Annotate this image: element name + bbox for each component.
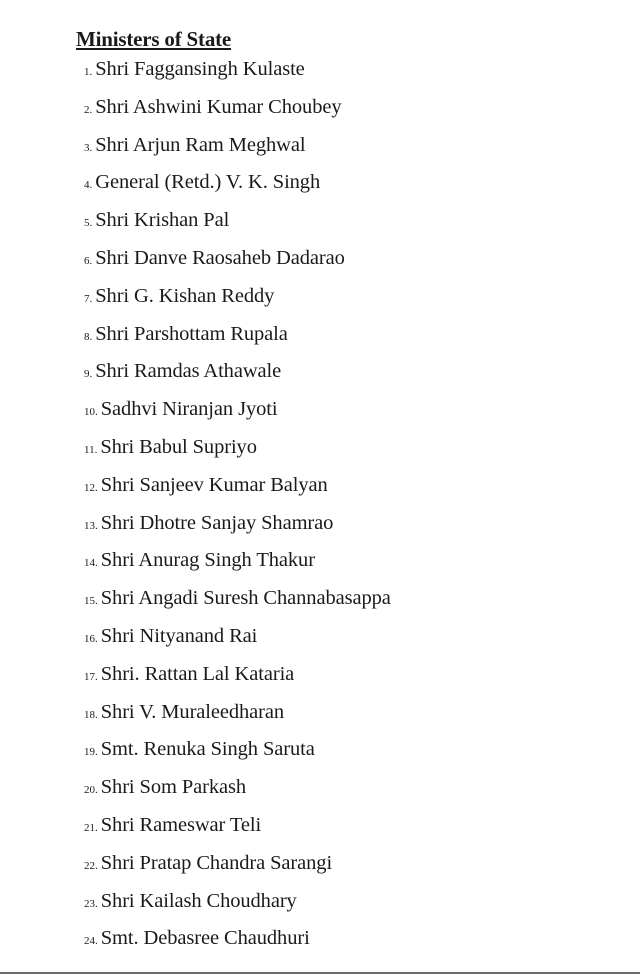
item-number: 4. — [84, 179, 93, 192]
item-number: 21. — [84, 822, 98, 834]
list-item — [84, 360, 281, 390]
minister-name: Shri G. Kishan Reddy — [95, 284, 275, 307]
minister-name: Shri Babul Supriyo — [100, 436, 257, 458]
list-item — [84, 625, 257, 655]
item-number: 24. — [84, 935, 98, 948]
list-item — [84, 134, 305, 164]
item-number: 15. — [84, 595, 98, 608]
list-item — [84, 927, 310, 957]
list-item — [84, 512, 333, 542]
item-number: 5. — [84, 217, 93, 230]
minister-name: Shri Krishan Pal — [95, 209, 230, 232]
item-number: 2. — [84, 103, 93, 116]
item-number: 11. — [84, 444, 98, 456]
minister-name: General (Retd.) V. K. Singh — [95, 171, 321, 194]
list-item — [84, 171, 320, 201]
item-number: 23. — [84, 897, 98, 910]
minister-name: Shri Ashwini Kumar Choubey — [95, 95, 342, 118]
list-item — [84, 323, 288, 353]
minister-name: Shri Dhotre Sanjay Shamrao — [100, 511, 334, 534]
list-item — [84, 436, 257, 466]
item-number: 22. — [84, 859, 98, 872]
minister-name: Shri Arjun Ram Meghwal — [95, 133, 306, 156]
minister-name: Shri Rameswar Teli — [100, 814, 262, 836]
minister-name: Shri Faggansingh Kulaste — [95, 58, 305, 80]
item-number: 10. — [84, 406, 98, 419]
item-number: 16. — [84, 633, 98, 645]
list-item — [84, 814, 261, 844]
list-item — [84, 587, 391, 617]
list-item — [84, 58, 305, 88]
list-item — [84, 738, 315, 768]
list-item — [84, 398, 277, 428]
minister-name: Shri Danve Raosaheb Dadarao — [95, 247, 345, 269]
list-item — [84, 549, 315, 579]
item-number: 13. — [84, 519, 98, 532]
item-number: 1. — [84, 66, 93, 78]
item-number: 17. — [84, 670, 98, 683]
minister-name: Shri V. Muraleedharan — [100, 700, 285, 723]
minister-name: Smt. Debasree Chaudhuri — [100, 927, 310, 950]
list-item — [84, 96, 342, 126]
list-item — [84, 701, 284, 731]
minister-name: Shri Parshottam Rupala — [95, 322, 288, 345]
minister-name: Shri Som Parkash — [100, 776, 247, 799]
item-number: 8. — [84, 330, 93, 343]
item-number: 9. — [84, 368, 93, 381]
page-title: Ministers of State — [76, 27, 232, 51]
item-number: 20. — [84, 784, 98, 797]
list-item — [84, 285, 274, 315]
minister-name: Smt. Renuka Singh Saruta — [100, 738, 315, 761]
minister-name: Sadhvi Niranjan Jyoti — [100, 398, 278, 421]
minister-name: Shri Nityanand Rai — [100, 625, 258, 647]
item-number: 6. — [84, 255, 93, 267]
list-item — [84, 247, 345, 277]
list-item — [84, 663, 294, 693]
minister-name: Shri Kailash Choudhary — [100, 889, 297, 912]
minister-name: Shri Pratap Chandra Sarangi — [100, 851, 333, 874]
item-number: 12. — [84, 481, 98, 494]
item-number: 18. — [84, 708, 98, 721]
item-number: 7. — [84, 292, 93, 305]
list-item — [84, 890, 297, 920]
list-item — [84, 209, 229, 239]
item-number: 3. — [84, 141, 93, 154]
minister-name: Shri Anurag Singh Thakur — [100, 549, 315, 572]
minister-name: Shri Sanjeev Kumar Balyan — [100, 473, 328, 496]
list-item — [84, 852, 332, 882]
bottom-divider — [0, 972, 640, 974]
minister-name: Shri. Rattan Lal Kataria — [100, 662, 295, 685]
minister-name: Shri Ramdas Athawale — [95, 360, 282, 383]
item-number: 19. — [84, 746, 98, 759]
item-number: 14. — [84, 557, 98, 570]
list-item — [84, 474, 328, 504]
list-item — [84, 776, 246, 806]
minister-name: Shri Angadi Suresh Channabasappa — [100, 587, 391, 610]
